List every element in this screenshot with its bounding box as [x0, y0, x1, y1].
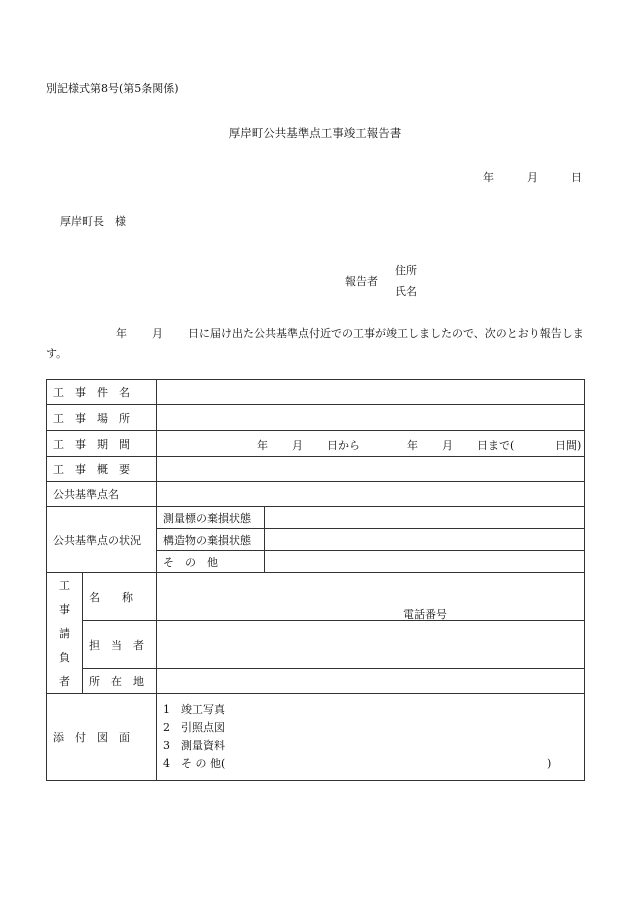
field-point-name[interactable]	[157, 482, 585, 507]
period-year-1: 年	[257, 438, 268, 452]
field-construction-period[interactable]	[157, 431, 585, 457]
row-point-name	[47, 482, 585, 507]
attachment-number: 1	[163, 703, 170, 716]
label-construction-summary: 工 事 概 要	[47, 457, 157, 482]
period-days: 日間)	[555, 438, 582, 452]
row-point-status-1	[47, 507, 585, 529]
label-attachments: 添 付 図 面	[47, 694, 157, 781]
attachment-text: 竣工写真	[181, 703, 225, 716]
field-contractor-person[interactable]	[157, 621, 585, 668]
statement-text: 日に届け出た公共基準点付近での工事が竣工しましたので、次のとおり報告します。	[46, 327, 584, 360]
attachment-number: 4	[163, 757, 170, 770]
report-statement	[46, 324, 586, 364]
attachment-item	[163, 719, 578, 737]
report-form-table	[46, 379, 585, 781]
date-day: 日	[571, 171, 582, 184]
row-contractor-location	[47, 668, 585, 693]
label-contractor-name: 名 称	[83, 573, 157, 621]
status-item-marker: 測量標の棄損状態	[157, 507, 265, 529]
date-month: 月	[527, 171, 538, 184]
row-construction-place	[47, 405, 585, 431]
label-construction-period: 工 事 期 間	[47, 431, 157, 457]
attachment-item	[163, 701, 578, 719]
attachment-text: そ の 他(	[181, 757, 226, 770]
attachment-text: 引照点図	[181, 721, 225, 734]
attachment-close-paren: )	[547, 757, 552, 770]
reporter-label: 報告者	[345, 275, 378, 288]
field-status-structure[interactable]	[265, 529, 585, 551]
attachment-number: 2	[163, 721, 170, 734]
field-attachments[interactable]	[157, 694, 585, 781]
row-construction-summary	[47, 457, 585, 482]
field-contractor-name[interactable]	[157, 573, 585, 621]
row-construction-period	[47, 431, 585, 457]
statement-year: 年	[116, 327, 127, 340]
period-year-2: 年	[407, 438, 418, 452]
period-month-1: 月	[292, 438, 303, 452]
form-number: 別記様式第8号(第5条関係)	[46, 82, 179, 95]
row-attachments	[47, 694, 585, 781]
row-construction-name	[47, 380, 585, 405]
period-until: 日まで(	[477, 438, 515, 452]
status-item-structure: 構造物の棄損状態	[157, 529, 265, 551]
document-title: 厚岸町公共基準点工事竣工報告書	[228, 126, 402, 140]
report-date	[483, 169, 582, 185]
label-construction-place: 工 事 場 所	[47, 405, 157, 431]
status-item-other: そ の 他	[157, 551, 265, 573]
contractor-char: 工	[59, 579, 70, 592]
field-status-marker[interactable]	[265, 507, 585, 529]
statement-month: 月	[152, 327, 163, 340]
field-contractor-location[interactable]	[157, 668, 585, 693]
field-construction-name[interactable]	[157, 380, 585, 405]
contractor-char: 請	[59, 627, 70, 640]
attachment-text: 測量資料	[181, 739, 225, 752]
label-construction-name: 工 事 件 名	[47, 380, 157, 405]
date-year: 年	[483, 171, 494, 184]
addressee: 厚岸町長 様	[60, 215, 126, 228]
contractor-char: 負	[59, 651, 70, 664]
label-point-status: 公共基準点の状況	[47, 507, 157, 573]
label-contractor-person: 担 当 者	[83, 621, 157, 668]
attachment-number: 3	[163, 739, 170, 752]
attachment-item	[163, 755, 578, 773]
field-construction-place[interactable]	[157, 405, 585, 431]
field-status-other[interactable]	[265, 551, 585, 573]
phone-label: 電話番号	[403, 607, 447, 621]
contractor-char: 事	[59, 603, 70, 616]
reporter-name-label: 氏名	[395, 285, 417, 298]
label-point-name: 公共基準点名	[47, 482, 157, 507]
contractor-char: 者	[59, 675, 70, 688]
field-construction-summary[interactable]	[157, 457, 585, 482]
attachment-item	[163, 737, 578, 755]
row-contractor-name	[47, 573, 585, 621]
period-from: 日から	[327, 438, 360, 452]
reporter-address-label: 住所	[395, 264, 417, 277]
label-contractor-location: 所 在 地	[83, 668, 157, 693]
period-month-2: 月	[442, 438, 453, 452]
label-contractor	[47, 573, 83, 694]
row-contractor-person	[47, 621, 585, 668]
